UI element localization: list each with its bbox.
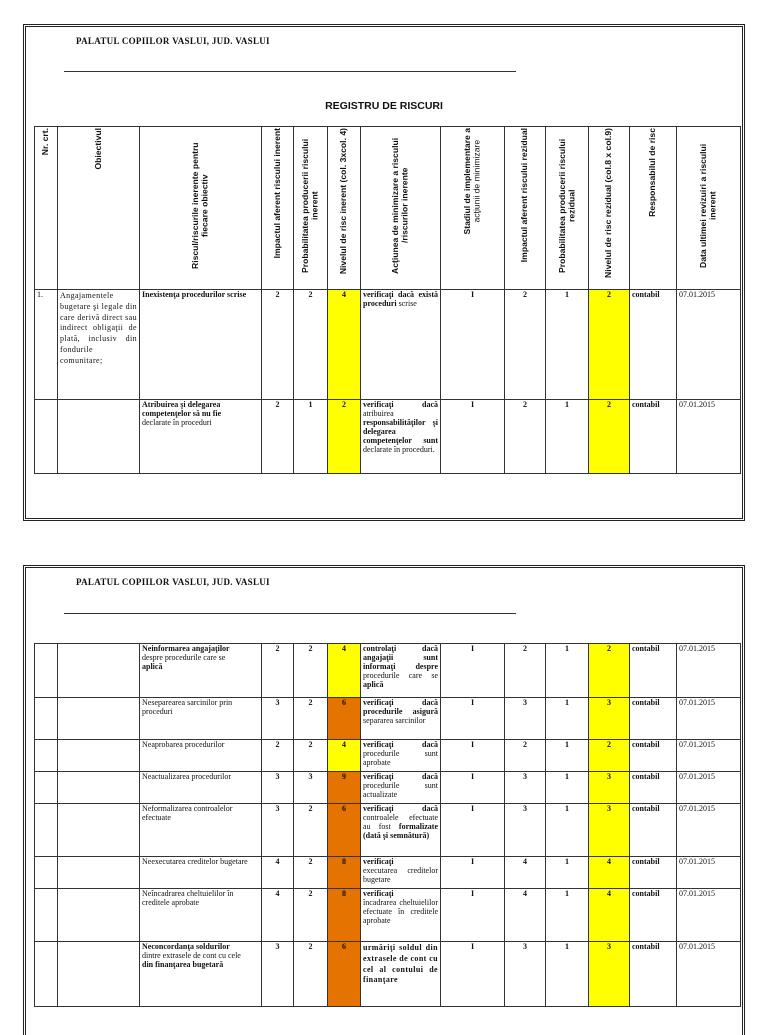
stage-cell: I [441,942,505,1007]
impact-cell: 2 [262,290,294,400]
date-cell: 07.01.2015 [677,400,741,474]
table-row [35,942,741,1007]
stage-cell: I [441,400,505,474]
action-cell: controlaţi dacă angajaţii sunt informaţi despre procedurile care se aplică [361,644,441,698]
residual-level-cell: 2 [589,740,630,772]
impact-cell: 3 [262,942,294,1007]
impact-cell: 3 [262,698,294,740]
probability-cell: 2 [294,889,328,942]
probability-cell: 3 [294,772,328,804]
responsible-cell: contabil [630,772,677,804]
institution-name: PALATUL COPIILOR VASLUI, JUD. VASLUI [76,36,270,46]
probability-cell: 2 [294,644,328,698]
residual-impact-cell: 3 [505,804,546,857]
table-row [35,772,741,804]
stage-cell: I [441,290,505,400]
stage-cell: I [441,857,505,889]
header-cell: Riscul/riscurile inerente pentru fiecare obiectiv [140,127,262,290]
header-cell: Acţiunea de minimizare a riscului /riscurilor inerente [361,127,441,290]
probability-cell: 2 [294,290,328,400]
header-row [35,127,741,290]
date-cell: 07.01.2015 [677,804,741,857]
residual-impact-cell: 2 [505,644,546,698]
date-cell: 07.01.2015 [677,290,741,400]
table-row [35,804,741,857]
residual-level-cell: 3 [589,698,630,740]
inherent-level-cell: 6 [328,804,361,857]
table-row [35,400,741,474]
date-cell: 07.01.2015 [677,889,741,942]
responsible-cell: contabil [630,942,677,1007]
residual-impact-cell: 3 [505,698,546,740]
header-cell: Probabilitatea producerii riscului rezidual [546,127,589,290]
residual-probability-cell: 1 [546,804,589,857]
objective-cell: Angajamentele bugetare şi legale din care derivă direct sau indirect obligaţii de plată, inclusiv din fondurile comunitare; [58,290,140,400]
residual-level-cell: 3 [589,942,630,1007]
impact-cell: 2 [262,400,294,474]
inherent-level-cell: 4 [328,644,361,698]
responsible-cell: contabil [630,804,677,857]
residual-impact-cell: 2 [505,400,546,474]
impact-cell: 3 [262,772,294,804]
probability-cell: 2 [294,804,328,857]
header-cell: Nivelul de risc rezidual (col.8 x col.9) [589,127,630,290]
register-title: REGISTRU DE RISCURI [325,100,443,112]
risk-cell: Neseparearea sarcinilor prin proceduri [140,698,262,740]
residual-probability-cell: 1 [546,644,589,698]
action-cell: verificaţi executarea creditelor bugetare [361,857,441,889]
stage-cell: I [441,644,505,698]
impact-cell: 2 [262,740,294,772]
residual-probability-cell: 1 [546,942,589,1007]
row-number: 1. [35,290,58,400]
header-cell: Nr. crt. [35,127,58,290]
action-cell: verificaţi dacă procedurile sunt actualizate [361,772,441,804]
header-cell: Data ultimei revizuiri a riscului inerent [677,127,741,290]
probability-cell: 1 [294,400,328,474]
stage-cell: I [441,698,505,740]
inherent-level-cell: 4 [328,740,361,772]
probability-cell: 2 [294,698,328,740]
stage-cell: I [441,740,505,772]
row-number [35,400,58,474]
responsible-cell: contabil [630,290,677,400]
date-cell: 07.01.2015 [677,644,741,698]
responsible-cell: contabil [630,889,677,942]
objective-cell [58,400,140,474]
probability-cell: 2 [294,740,328,772]
date-cell: 07.01.2015 [677,857,741,889]
stage-cell: I [441,889,505,942]
date-cell: 07.01.2015 [677,740,741,772]
inherent-level-cell: 2 [328,400,361,474]
responsible-cell: contabil [630,857,677,889]
date-cell: 07.01.2015 [677,698,741,740]
residual-level-cell: 2 [589,400,630,474]
register-page-2 [23,565,745,1035]
residual-probability-cell: 1 [546,400,589,474]
residual-probability-cell: 1 [546,857,589,889]
header-cell: Responsabilul de risc [630,127,677,290]
inherent-level-cell: 8 [328,889,361,942]
risk-cell: Atribuirea şi delegarea competenţelor să nu fie declarate în proceduri [140,400,262,474]
residual-level-cell: 2 [589,644,630,698]
table-row [35,889,741,942]
table-row [35,740,741,772]
action-cell: verificaţi dacă controalele efectuate au fost formalizate (dată şi semnătură) [361,804,441,857]
impact-cell: 4 [262,889,294,942]
residual-impact-cell: 3 [505,942,546,1007]
risk-cell: Neformalizarea controalelor efectuate [140,804,262,857]
residual-level-cell: 4 [589,889,630,942]
residual-probability-cell: 1 [546,740,589,772]
header-cell: Impactul aferent riscului rezidual [505,127,546,290]
risk-cell: Neîncadrarea cheltuielilor în creditele aprobate [140,889,262,942]
header-cell: Obiectivul [58,127,140,290]
residual-level-cell: 3 [589,772,630,804]
residual-impact-cell: 3 [505,772,546,804]
table-row [35,644,741,698]
residual-probability-cell: 1 [546,772,589,804]
residual-level-cell: 3 [589,804,630,857]
residual-impact-cell: 4 [505,857,546,889]
header-cell: Nivelul de risc inerent (col. 3xcol. 4) [328,127,361,290]
impact-cell: 2 [262,644,294,698]
responsible-cell: contabil [630,644,677,698]
probability-cell: 2 [294,942,328,1007]
responsible-cell: contabil [630,740,677,772]
residual-impact-cell: 4 [505,889,546,942]
table-row [35,698,741,740]
stage-cell: I [441,804,505,857]
header-rule [64,613,516,614]
risk-cell: Neexecutarea creditelor bugetare [140,857,262,889]
risk-cell: Inexistenţa procedurilor scrise [140,290,262,400]
responsible-cell: contabil [630,698,677,740]
risk-cell: Neaprobarea procedurilor [140,740,262,772]
residual-probability-cell: 1 [546,889,589,942]
institution-name: PALATUL COPIILOR VASLUI, JUD. VASLUI [76,577,270,587]
residual-probability-cell: 1 [546,290,589,400]
risk-cell: Neconcordanţa soldurilor dintre extrasele de cont cu cele din finanţarea bugetară [140,942,262,1007]
date-cell: 07.01.2015 [677,942,741,1007]
action-cell: verificaţi dacă atribuirea responsabilităţilor şi delegarea competenţelor sunt declarate în proceduri. [361,400,441,474]
inherent-level-cell: 6 [328,942,361,1007]
residual-level-cell: 4 [589,857,630,889]
table-row [35,857,741,889]
stage-cell: I [441,772,505,804]
action-cell: urmăriţi soldul din extrasele de cont cu cel al contului de finanţare [361,942,441,1007]
action-cell: verificaţi încadrarea cheltuielilor efectuate în creditele aprobate [361,889,441,942]
risk-register-table [34,126,741,474]
responsible-cell: contabil [630,400,677,474]
impact-cell: 3 [262,804,294,857]
risk-cell: Neactualizarea procedurilor [140,772,262,804]
residual-level-cell: 2 [589,290,630,400]
table-row [35,290,741,400]
residual-impact-cell: 2 [505,290,546,400]
action-cell: verificaţi dacă procedurile sunt aprobate [361,740,441,772]
residual-probability-cell: 1 [546,698,589,740]
residual-impact-cell: 2 [505,740,546,772]
header-cell: Impactul aferent riscului inerent [262,127,294,290]
date-cell: 07.01.2015 [677,772,741,804]
impact-cell: 4 [262,857,294,889]
probability-cell: 2 [294,857,328,889]
action-cell: verificaţi dacă există proceduri scrise [361,290,441,400]
header-rule [64,71,516,72]
risk-register-table-continued [34,643,741,1007]
inherent-level-cell: 6 [328,698,361,740]
risk-cell: Neinformarea angajaţilor despre procedurile care se aplică [140,644,262,698]
action-cell: verificaţi dacă procedurile asigură separarea sarcinilor [361,698,441,740]
inherent-level-cell: 9 [328,772,361,804]
header-cell: Stadiul de implementare a acţiunii de minimizare [441,127,505,290]
header-cell: Probabilitatea producerii riscului inerent [294,127,328,290]
inherent-level-cell: 4 [328,290,361,400]
register-page-1 [23,24,745,521]
inherent-level-cell: 8 [328,857,361,889]
